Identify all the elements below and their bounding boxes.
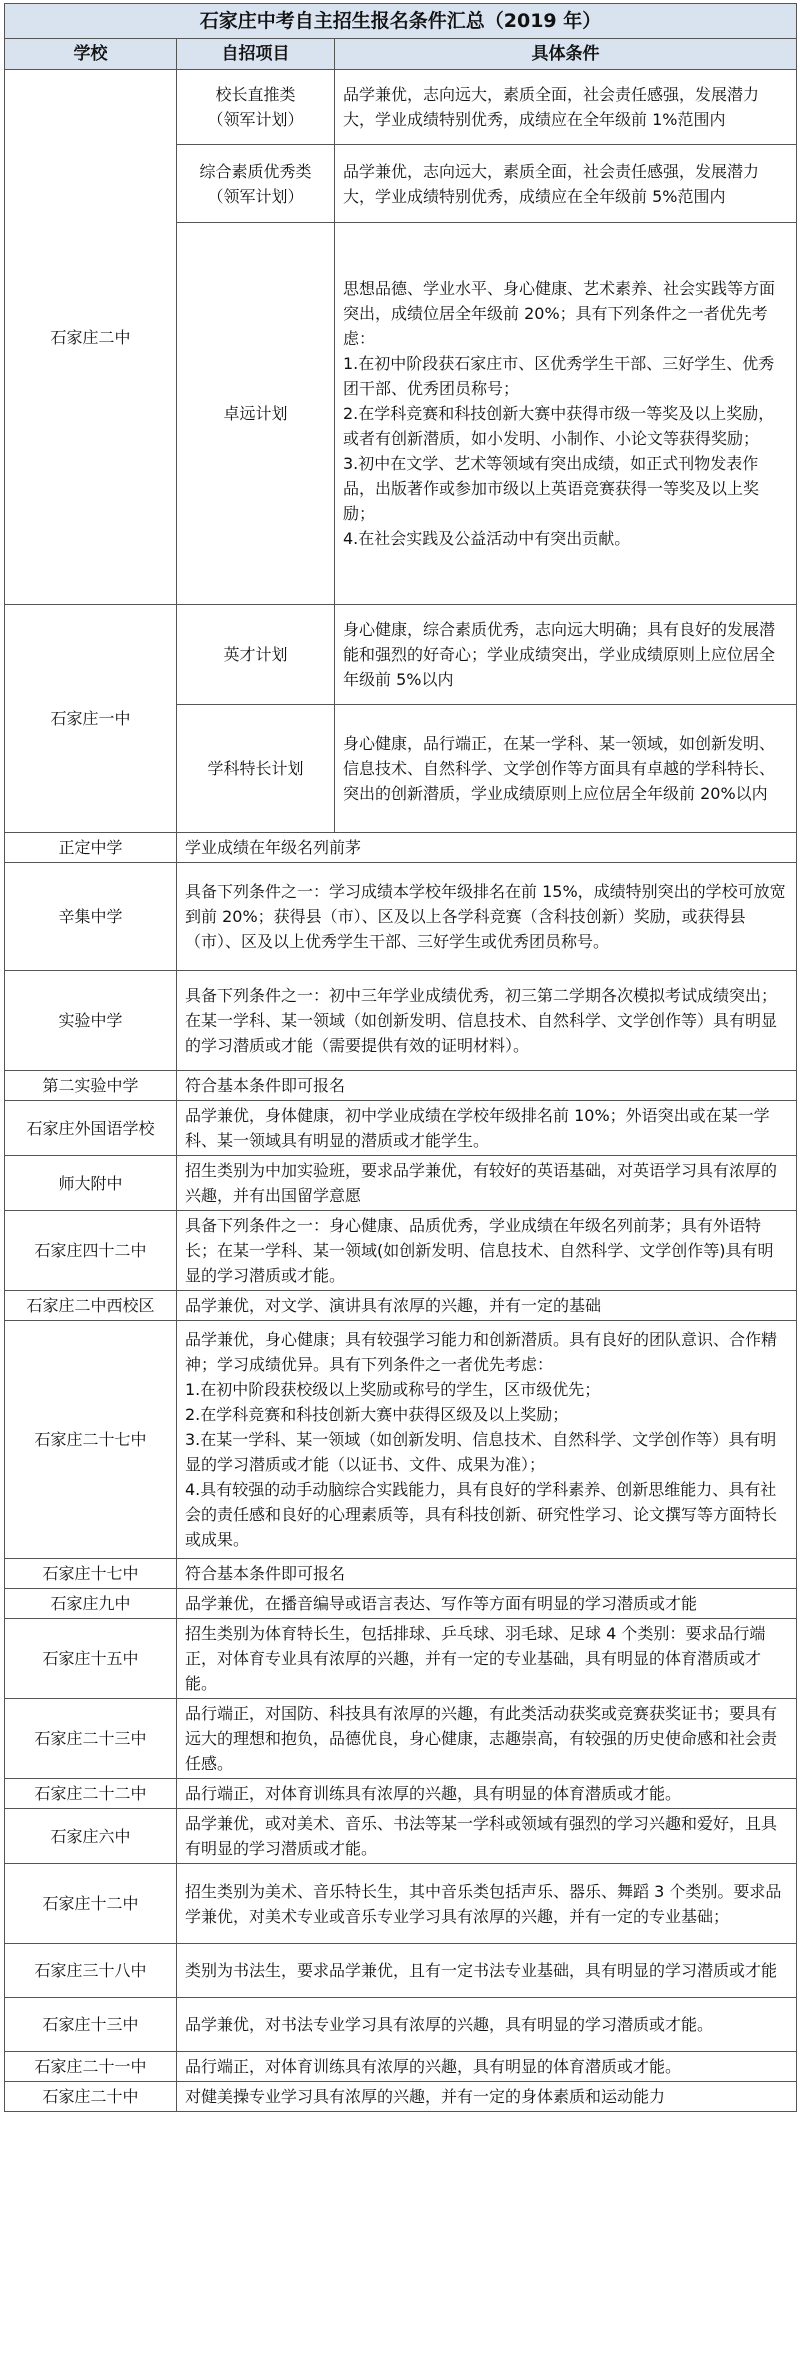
table-row [5, 2052, 797, 2082]
table-row [5, 1321, 797, 1559]
school-cell: 第二实验中学 [5, 1071, 177, 1101]
school-cell: 石家庄六中 [5, 1809, 177, 1864]
header-school: 学校 [5, 39, 177, 70]
condition-cell: 具备下列条件之一：学习成绩本学校年级排名在前 15%，成绩特别突出的学校可放宽到前 20%；获得县（市）、区及以上各学科竞赛（含科技创新）奖励，或获得县（市）、区及以上优秀学生干部、三好学生或优秀团员称号。 [177, 863, 797, 971]
condition-line: 2.在学科竞赛和科技创新大赛中获得区级及以上奖励； [185, 1405, 569, 1424]
condition-line: 品学兼优，身心健康；具有较强学习能力和创新潜质。具有良好的团队意识、合作精神；学习成绩优异。具有下列条件之一者优先考虑： [185, 1330, 778, 1374]
table-row [5, 1944, 797, 1998]
table-row [5, 1619, 797, 1699]
school-cell: 石家庄一中 [5, 605, 177, 833]
project-note: （领军计划） [207, 186, 304, 206]
school-cell: 师大附中 [5, 1156, 177, 1211]
school-cell: 石家庄二十七中 [5, 1321, 177, 1559]
school-cell: 石家庄二十一中 [5, 2052, 177, 2082]
condition-line: 3.在某一学科、某一领域（如创新发明、信息技术、自然科学、文学创作等）具有明显的学习潜质或才能（以证书、文件、成果为准）； [185, 1430, 777, 1474]
condition-cell: 品行端正，对国防、科技具有浓厚的兴趣，有此类活动获奖或竞赛获奖证书；要具有远大的理想和抱负，品德优良，身心健康，志趣崇高，有较强的历史使命感和社会责任感。 [177, 1699, 797, 1779]
project-cell: 卓远计划 [177, 223, 335, 605]
condition-cell: 身心健康，品行端正，在某一学科、某一领域，如创新发明、信息技术、自然科学、文学创作等方面具有卓越的学科特长、突出的创新潜质，学业成绩原则上应位居全年级前 20%以内 [335, 705, 797, 833]
table-row [5, 1156, 797, 1211]
table-row [5, 1809, 797, 1864]
condition-line: 3.初中在文学、艺术等领域有突出成绩，如正式刊物发表作品，出版著作或参加市级以上英语竞赛获得一等奖及以上奖励； [343, 454, 760, 523]
condition-cell: 品学兼优，志向远大，素质全面，社会责任感强，发展潜力大，学业成绩特别优秀，成绩应在全年级前 1%范围内 [335, 70, 797, 145]
table-row [5, 1291, 797, 1321]
table-row [5, 70, 797, 145]
header-row [5, 39, 797, 70]
school-cell: 石家庄外国语学校 [5, 1101, 177, 1156]
condition-cell: 品学兼优，志向远大，素质全面，社会责任感强，发展潜力大，学业成绩特别优秀，成绩应在全年级前 5%范围内 [335, 145, 797, 223]
condition-cell [177, 1321, 797, 1559]
table-row [5, 1779, 797, 1809]
table-row [5, 1864, 797, 1944]
school-cell: 石家庄二十二中 [5, 1779, 177, 1809]
project-cell: 学科特长计划 [177, 705, 335, 833]
school-cell: 石家庄二十三中 [5, 1699, 177, 1779]
condition-cell: 品学兼优，对书法专业学习具有浓厚的兴趣，具有明显的学习潜质或才能。 [177, 1998, 797, 2052]
condition-cell: 招生类别为美术、音乐特长生，其中音乐类包括声乐、器乐、舞蹈 3 个类别。要求品学兼优，对美术专业或音乐专业学习具有浓厚的兴趣，并有一定的专业基础； [177, 1864, 797, 1944]
condition-cell: 身心健康，综合素质优秀，志向远大明确；具有良好的发展潜能和强烈的好奇心；学业成绩突出，学业成绩原则上应位居全年级前 5%以内 [335, 605, 797, 705]
table-row [5, 971, 797, 1071]
condition-cell: 品学兼优，身体健康，初中学业成绩在学校年级排名前 10%；外语突出或在某一学科、某一领域具有明显的潜质或才能学生。 [177, 1101, 797, 1156]
school-cell: 石家庄十三中 [5, 1998, 177, 2052]
condition-cell: 对健美操专业学习具有浓厚的兴趣，并有一定的身体素质和运动能力 [177, 2082, 797, 2112]
school-cell: 石家庄十七中 [5, 1559, 177, 1589]
project-cell [177, 145, 335, 223]
condition-cell: 符合基本条件即可报名 [177, 1071, 797, 1101]
table-row [5, 1101, 797, 1156]
condition-cell: 招生类别为中加实验班，要求品学兼优，有较好的英语基础，对英语学习具有浓厚的兴趣，并有出国留学意愿 [177, 1156, 797, 1211]
school-cell: 实验中学 [5, 971, 177, 1071]
school-cell: 石家庄二中西校区 [5, 1291, 177, 1321]
table-row [5, 833, 797, 863]
title-row [5, 4, 797, 39]
table-row [5, 605, 797, 705]
condition-cell: 品学兼优，在播音编导或语言表达、写作等方面有明显的学习潜质或才能 [177, 1589, 797, 1619]
table-row [5, 1559, 797, 1589]
school-cell: 石家庄十二中 [5, 1864, 177, 1944]
condition-cell [335, 223, 797, 605]
project-name: 校长直推类 [215, 85, 296, 104]
project-cell [177, 70, 335, 145]
table-row [5, 1998, 797, 2052]
condition-cell: 具备下列条件之一：身心健康、品质优秀，学业成绩在年级名列前茅；具有外语特长；在某一学科、某一领域(如创新发明、信息技术、自然科学、文学创作等)具有明显的学习潜质或才能。 [177, 1211, 797, 1291]
condition-cell: 品行端正，对体育训练具有浓厚的兴趣，具有明显的体育潜质或才能。 [177, 2052, 797, 2082]
condition-cell: 符合基本条件即可报名 [177, 1559, 797, 1589]
table-row [5, 1071, 797, 1101]
project-cell: 英才计划 [177, 605, 335, 705]
condition-line: 4.在社会实践及公益活动中有突出贡献。 [343, 529, 631, 548]
school-cell: 石家庄九中 [5, 1589, 177, 1619]
table-title: 石家庄中考自主招生报名条件汇总（2019 年） [5, 4, 797, 39]
table-row [5, 2082, 797, 2112]
condition-line: 2.在学科竞赛和科技创新大赛中获得市级一等奖及以上奖励，或者有创新潜质，如小发明、小制作、小论文等获得奖励； [343, 404, 775, 448]
condition-line: 1.在初中阶段获校级以上奖励或称号的学生，区市级优先； [185, 1380, 601, 1399]
condition-cell: 类别为书法生，要求品学兼优，且有一定书法专业基础，具有明显的学习潜质或才能 [177, 1944, 797, 1998]
condition-line: 1.在初中阶段获石家庄市、区优秀学生干部、三好学生、优秀团干部、优秀团员称号； [343, 354, 775, 398]
table-row [5, 1589, 797, 1619]
school-cell: 石家庄四十二中 [5, 1211, 177, 1291]
project-note: （领军计划） [207, 110, 304, 129]
school-cell: 辛集中学 [5, 863, 177, 971]
table-row [5, 1211, 797, 1291]
condition-cell: 品学兼优，对文学、演讲具有浓厚的兴趣，并有一定的基础 [177, 1291, 797, 1321]
condition-line: 4.具有较强的动手动脑综合实践能力，具有良好的学科素养、创新思维能力、具有社会的责任感和良好的心理素质等，具有科技创新、研究性学习、论文撰写等方面特长或成果。 [185, 1480, 778, 1549]
condition-cell: 品学兼优，或对美术、音乐、书法等某一学科或领域有强烈的学习兴趣和爱好，且具有明显的学习潜质或才能。 [177, 1809, 797, 1864]
table-row [5, 1699, 797, 1779]
condition-cell: 品行端正，对体育训练具有浓厚的兴趣，具有明显的体育潜质或才能。 [177, 1779, 797, 1809]
project-name: 综合素质优秀类 [199, 161, 312, 181]
condition-cell: 招生类别为体育特长生，包括排球、乒乓球、羽毛球、足球 4 个类别：要求品行端正，对体育专业具有浓厚的兴趣，并有一定的专业基础，具有明显的体育潜质或才能。 [177, 1619, 797, 1699]
table-row [5, 863, 797, 971]
school-cell: 石家庄二十中 [5, 2082, 177, 2112]
school-cell: 石家庄三十八中 [5, 1944, 177, 1998]
condition-cell: 学业成绩在年级名列前茅 [177, 833, 797, 863]
condition-cell: 具备下列条件之一：初中三年学业成绩优秀，初三第二学期各次模拟考试成绩突出；在某一学科、某一领域（如创新发明、信息技术、自然科学、文学创作等）具有明显的学习潜质或才能（需要提供有效的证明材料）。 [177, 971, 797, 1071]
header-project: 自招项目 [177, 39, 335, 70]
school-cell: 石家庄十五中 [5, 1619, 177, 1699]
header-condition: 具体条件 [335, 39, 797, 70]
school-cell: 正定中学 [5, 833, 177, 863]
admission-conditions-table [4, 3, 797, 2112]
school-cell: 石家庄二中 [5, 70, 177, 605]
condition-line: 思想品德、学业水平、身心健康、艺术素养、社会实践等方面突出，成绩位居全年级前 20%；具有下列条件之一者优先考虑： [343, 279, 776, 348]
